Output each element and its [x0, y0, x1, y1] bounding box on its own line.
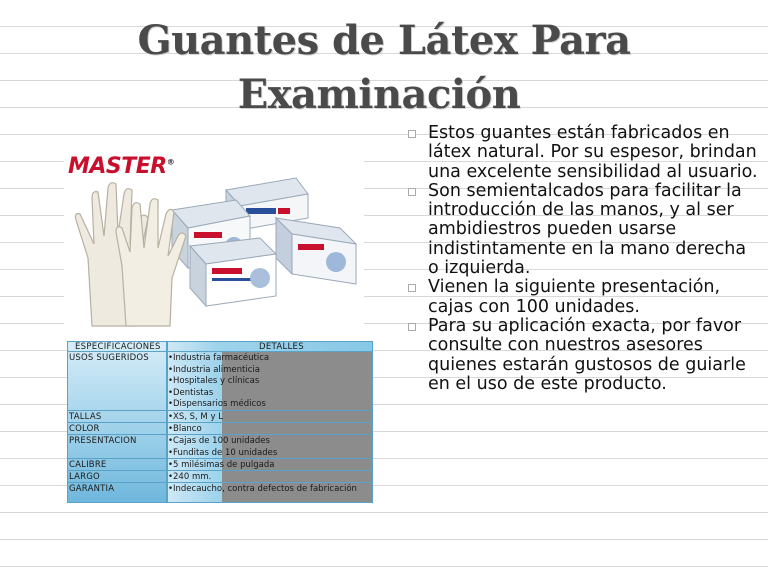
row-values: •240 mm. [168, 472, 212, 482]
row-values: •5 milésimas de pulgada [168, 460, 275, 470]
product-photo [64, 148, 364, 330]
table-header-details: DETALLES [259, 342, 304, 352]
table-row [67, 482, 373, 495]
table-row [67, 458, 373, 470]
slide-title-line-2: Examinación [237, 71, 521, 118]
slide-title [0, 14, 768, 122]
row-label: USOS SUGERIDOS [69, 353, 149, 363]
row-values: •Indecaucho, contra defectos de fabricación [168, 484, 357, 494]
row-values: •Blanco [168, 424, 202, 434]
row-values: •Industria farmacéutica •Industria alimenticia •Hospitales y clínicas •Dentistas •Dispensarios médicos [168, 353, 270, 410]
specifications-table [67, 341, 373, 503]
table-row [67, 470, 373, 482]
bullet-square-icon [408, 323, 416, 331]
row-label: LARGO [69, 472, 100, 482]
row-label: CALIBRE [69, 460, 107, 470]
table-row [67, 410, 373, 422]
row-label: TALLAS [69, 412, 102, 422]
bullet-list [408, 124, 758, 394]
row-label: COLOR [69, 424, 100, 434]
glove-box-icon [190, 238, 276, 306]
bullet-square-icon [408, 284, 416, 292]
table-row [67, 351, 373, 410]
table-header-row [67, 341, 373, 351]
bullet-square-icon [408, 130, 416, 138]
registered-mark: ® [166, 157, 175, 167]
bullet-item: Para su aplicación exacta, por favor consulte con nuestros asesores quienes estarán gustosos de guiarle en el uso de este producto. [408, 317, 758, 394]
table-header-specifications: ESPECIFICACIONES [75, 342, 161, 352]
row-label: PRESENTACION [69, 436, 137, 446]
brand-logo: MASTER® [68, 154, 175, 179]
slide-title-line-1: Guantes de Látex Para [137, 17, 631, 64]
table-row [67, 434, 373, 458]
row-label: GARANTIA [69, 484, 115, 494]
glove-box-icon [276, 218, 356, 284]
bullet-item: Vienen la siguiente presentación, cajas con 100 unidades. [408, 278, 758, 317]
bullet-item: Son semientalcados para facilitar la introducción de las manos, y al ser ambidiestros pueden usarse indistintamente en la mano derecha o izquierda. [408, 182, 758, 278]
bullet-square-icon [408, 188, 416, 196]
bullet-item: Estos guantes están fabricados en látex natural. Por su espesor, brindan una excelente sensibilidad al usuario. [408, 124, 758, 182]
table-row [67, 422, 373, 434]
row-values: •XS, S, M y L [168, 412, 223, 422]
row-values: •Cajas de 100 unidades •Funditas de 10 unidades [168, 436, 278, 458]
